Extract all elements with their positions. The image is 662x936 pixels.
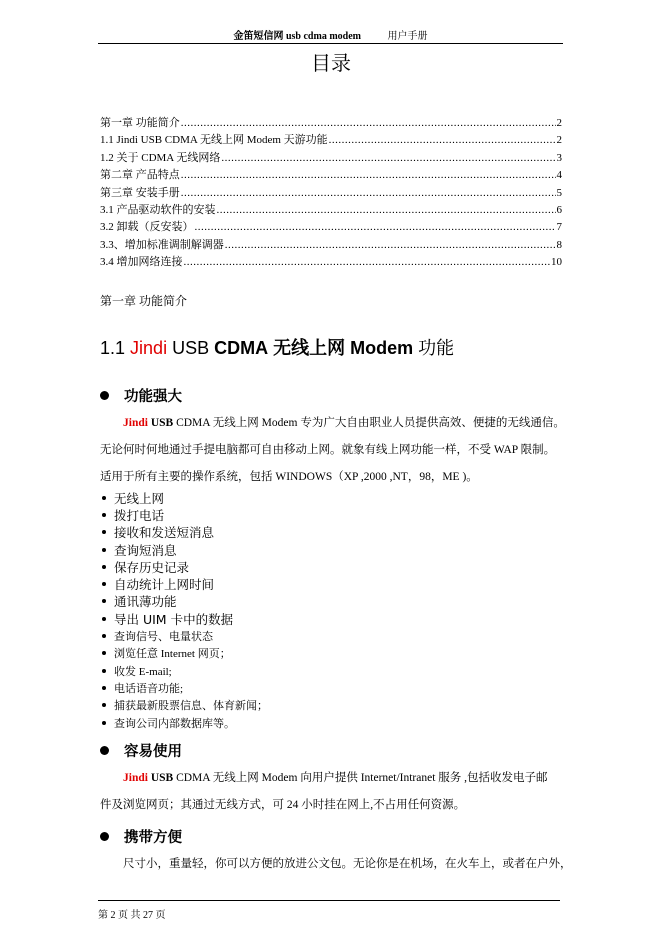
section-suffix: 功能 — [418, 338, 455, 358]
toc-leader — [217, 204, 556, 216]
list-item-text: 自动统计上网时间 — [114, 577, 215, 593]
feature-paragraph-portable — [100, 851, 572, 878]
toc-entry[interactable] — [100, 218, 562, 235]
toc-entry-label: 3.3、增加标准调制解调器 — [100, 238, 224, 251]
list-item — [100, 489, 268, 506]
toc-entry[interactable] — [100, 114, 562, 131]
toc-entry-label: 第一章 功能简介 — [100, 117, 180, 129]
feature-heading-portable — [100, 826, 182, 847]
list-item-text: 接收和发送短消息 — [114, 525, 215, 541]
list-item-text: 无线上网 — [114, 490, 165, 506]
bullet-icon — [102, 548, 106, 552]
toc-entry-page: 3 — [556, 151, 562, 164]
bullet-icon — [102, 565, 106, 569]
list-item — [100, 524, 268, 541]
toc-entry[interactable] — [100, 149, 562, 166]
toc-leader — [181, 169, 556, 181]
bullet-icon — [102, 651, 106, 655]
list-item — [100, 575, 268, 592]
list-item — [100, 593, 268, 610]
toc-title: 目录 — [311, 51, 351, 75]
feature-heading-powerful — [100, 385, 182, 406]
toc-leader — [225, 239, 556, 251]
bullet-icon — [102, 582, 106, 586]
toc-leader — [221, 152, 555, 164]
section-number: 1.1 — [100, 338, 126, 358]
toc-entry[interactable] — [100, 253, 562, 270]
list-item-text: 保存历史记录 — [114, 559, 190, 575]
list-item-text: 捕获最新股票信息、体育新闻； — [114, 700, 268, 713]
brand-jindi: Jindi — [123, 417, 148, 429]
page-header — [98, 27, 563, 44]
bullet-icon — [102, 530, 106, 534]
list-item — [100, 627, 268, 644]
toc-entry[interactable] — [100, 201, 562, 218]
paragraph-line: 无论何时何地通过手提电脑都可自由移动上网。就象有线上网功能一样，不受 WAP 限制。 — [100, 444, 556, 456]
toc-entry-label: 第二章 产品特点 — [100, 169, 180, 182]
page-number-info: 第 2 页 共 27 页 — [98, 910, 166, 921]
bullet-dot-icon — [100, 391, 109, 400]
toc-entry-page: 6 — [556, 203, 562, 216]
list-item-text: 电话语音功能; — [114, 682, 184, 695]
paragraph-text: CDMA 无线上网 Modem 专为广大自由职业人员提供高效、便捷的无线通信。 — [176, 417, 565, 429]
toc-entry-page: 8 — [556, 238, 562, 251]
paragraph-line — [100, 765, 565, 792]
paragraph-line: 尺寸小，重量轻，你可以方便的放进公文包。无论你是在机场，在火车上，或者在户外， — [123, 858, 572, 870]
brand-usb: USB — [150, 417, 174, 429]
bullet-icon — [102, 669, 106, 673]
toc-entry[interactable] — [100, 131, 562, 148]
toc-leader — [181, 187, 556, 199]
section-cdma: CDMA — [214, 338, 269, 358]
feature-title: 携带方便 — [124, 830, 182, 846]
list-item — [100, 558, 268, 575]
list-item — [100, 679, 268, 696]
bullet-icon — [102, 721, 106, 725]
feature-heading-easy-to-use — [100, 740, 182, 761]
header-product-name: 金笛短信网 usb cdma modem — [233, 31, 361, 42]
list-item — [100, 541, 268, 558]
list-item-text: 查询公司内部数据库等。 — [114, 717, 235, 730]
section-brand: Jindi — [130, 338, 168, 358]
list-item — [100, 645, 268, 662]
paragraph-line — [100, 410, 565, 437]
section-heading — [100, 334, 454, 360]
toc-entry[interactable] — [100, 184, 562, 201]
section-usb: USB — [172, 338, 210, 358]
toc-entry-label: 3.2 卸载（反安装） — [100, 221, 194, 234]
toc-entry-label: 3.4 增加网络连接 — [100, 256, 183, 269]
bullet-icon — [102, 599, 106, 603]
toc-entry-label: 3.1 产品驱动软件的安装 — [100, 203, 216, 216]
bullet-icon — [102, 634, 106, 638]
list-item-text: 浏览任意 Internet 网页； — [114, 648, 231, 661]
bullet-icon — [102, 496, 106, 500]
table-of-contents — [100, 114, 562, 271]
list-item-text: 查询信号、电量状态 — [114, 631, 213, 644]
bullet-dot-icon — [100, 746, 109, 755]
list-item-text: 查询短消息 — [114, 542, 177, 558]
toc-entry-page: 7 — [556, 221, 562, 234]
page-footer — [98, 900, 560, 921]
toc-entry-page: 5 — [556, 186, 562, 199]
toc-entry[interactable] — [100, 236, 562, 253]
toc-entry-page: 10 — [551, 256, 562, 269]
toc-leader — [181, 117, 556, 129]
bullet-icon — [102, 513, 106, 517]
list-item — [100, 714, 268, 731]
feature-paragraph-powerful — [100, 410, 565, 491]
section-middle: 无线上网 — [273, 338, 346, 358]
brand-usb: USB — [150, 772, 174, 784]
feature-title: 功能强大 — [124, 389, 182, 405]
toc-leader — [329, 134, 556, 146]
chapter-heading: 第一章 功能简介 — [100, 294, 188, 308]
paragraph-text: CDMA 无线上网 Modem 向用户提供 Internet/Intranet 服务 ,包括收发电子邮 — [176, 772, 548, 784]
list-item-text: 导出 UIM 卡中的数据 — [114, 611, 234, 627]
paragraph-line: 件及浏览网页；其通过无线方式，可 24 小时挂在网上,不占用任何资源。 — [100, 799, 466, 811]
feature-title: 容易使用 — [124, 744, 182, 760]
section-modem: Modem — [350, 338, 414, 358]
toc-entry-label: 1.1 Jindi USB CDMA 无线上网 Modem 天游功能 — [100, 134, 328, 147]
list-item — [100, 697, 268, 714]
toc-entry-page: 4 — [556, 169, 562, 182]
list-item — [100, 662, 268, 679]
list-item-text: 拨打电话 — [114, 507, 165, 523]
toc-entry[interactable] — [100, 166, 562, 183]
feature-bullet-list — [100, 489, 268, 731]
toc-entry-page: 2 — [556, 134, 562, 147]
list-item — [100, 506, 268, 523]
bullet-dot-icon — [100, 832, 109, 841]
toc-entry-label: 第三章 安装手册 — [100, 186, 180, 199]
list-item — [100, 610, 268, 627]
header-doc-type: 用户手册 — [387, 31, 428, 42]
list-item-text: 通讯薄功能 — [114, 594, 177, 610]
paragraph-line: 适用于所有主要的操作系统，包括 WINDOWS（XP ,2000 ,NT，98，ME )。 — [100, 471, 478, 483]
toc-leader — [184, 256, 551, 268]
bullet-icon — [102, 703, 106, 707]
bullet-icon — [102, 617, 106, 621]
brand-jindi: Jindi — [123, 772, 148, 784]
toc-leader — [195, 221, 556, 233]
toc-entry-label: 1.2 关于 CDMA 无线网络 — [100, 151, 221, 164]
list-item-text: 收发 E-mail; — [114, 665, 172, 678]
toc-entry-page: 2 — [556, 117, 562, 129]
bullet-icon — [102, 686, 106, 690]
feature-paragraph-easy-to-use — [100, 765, 565, 819]
